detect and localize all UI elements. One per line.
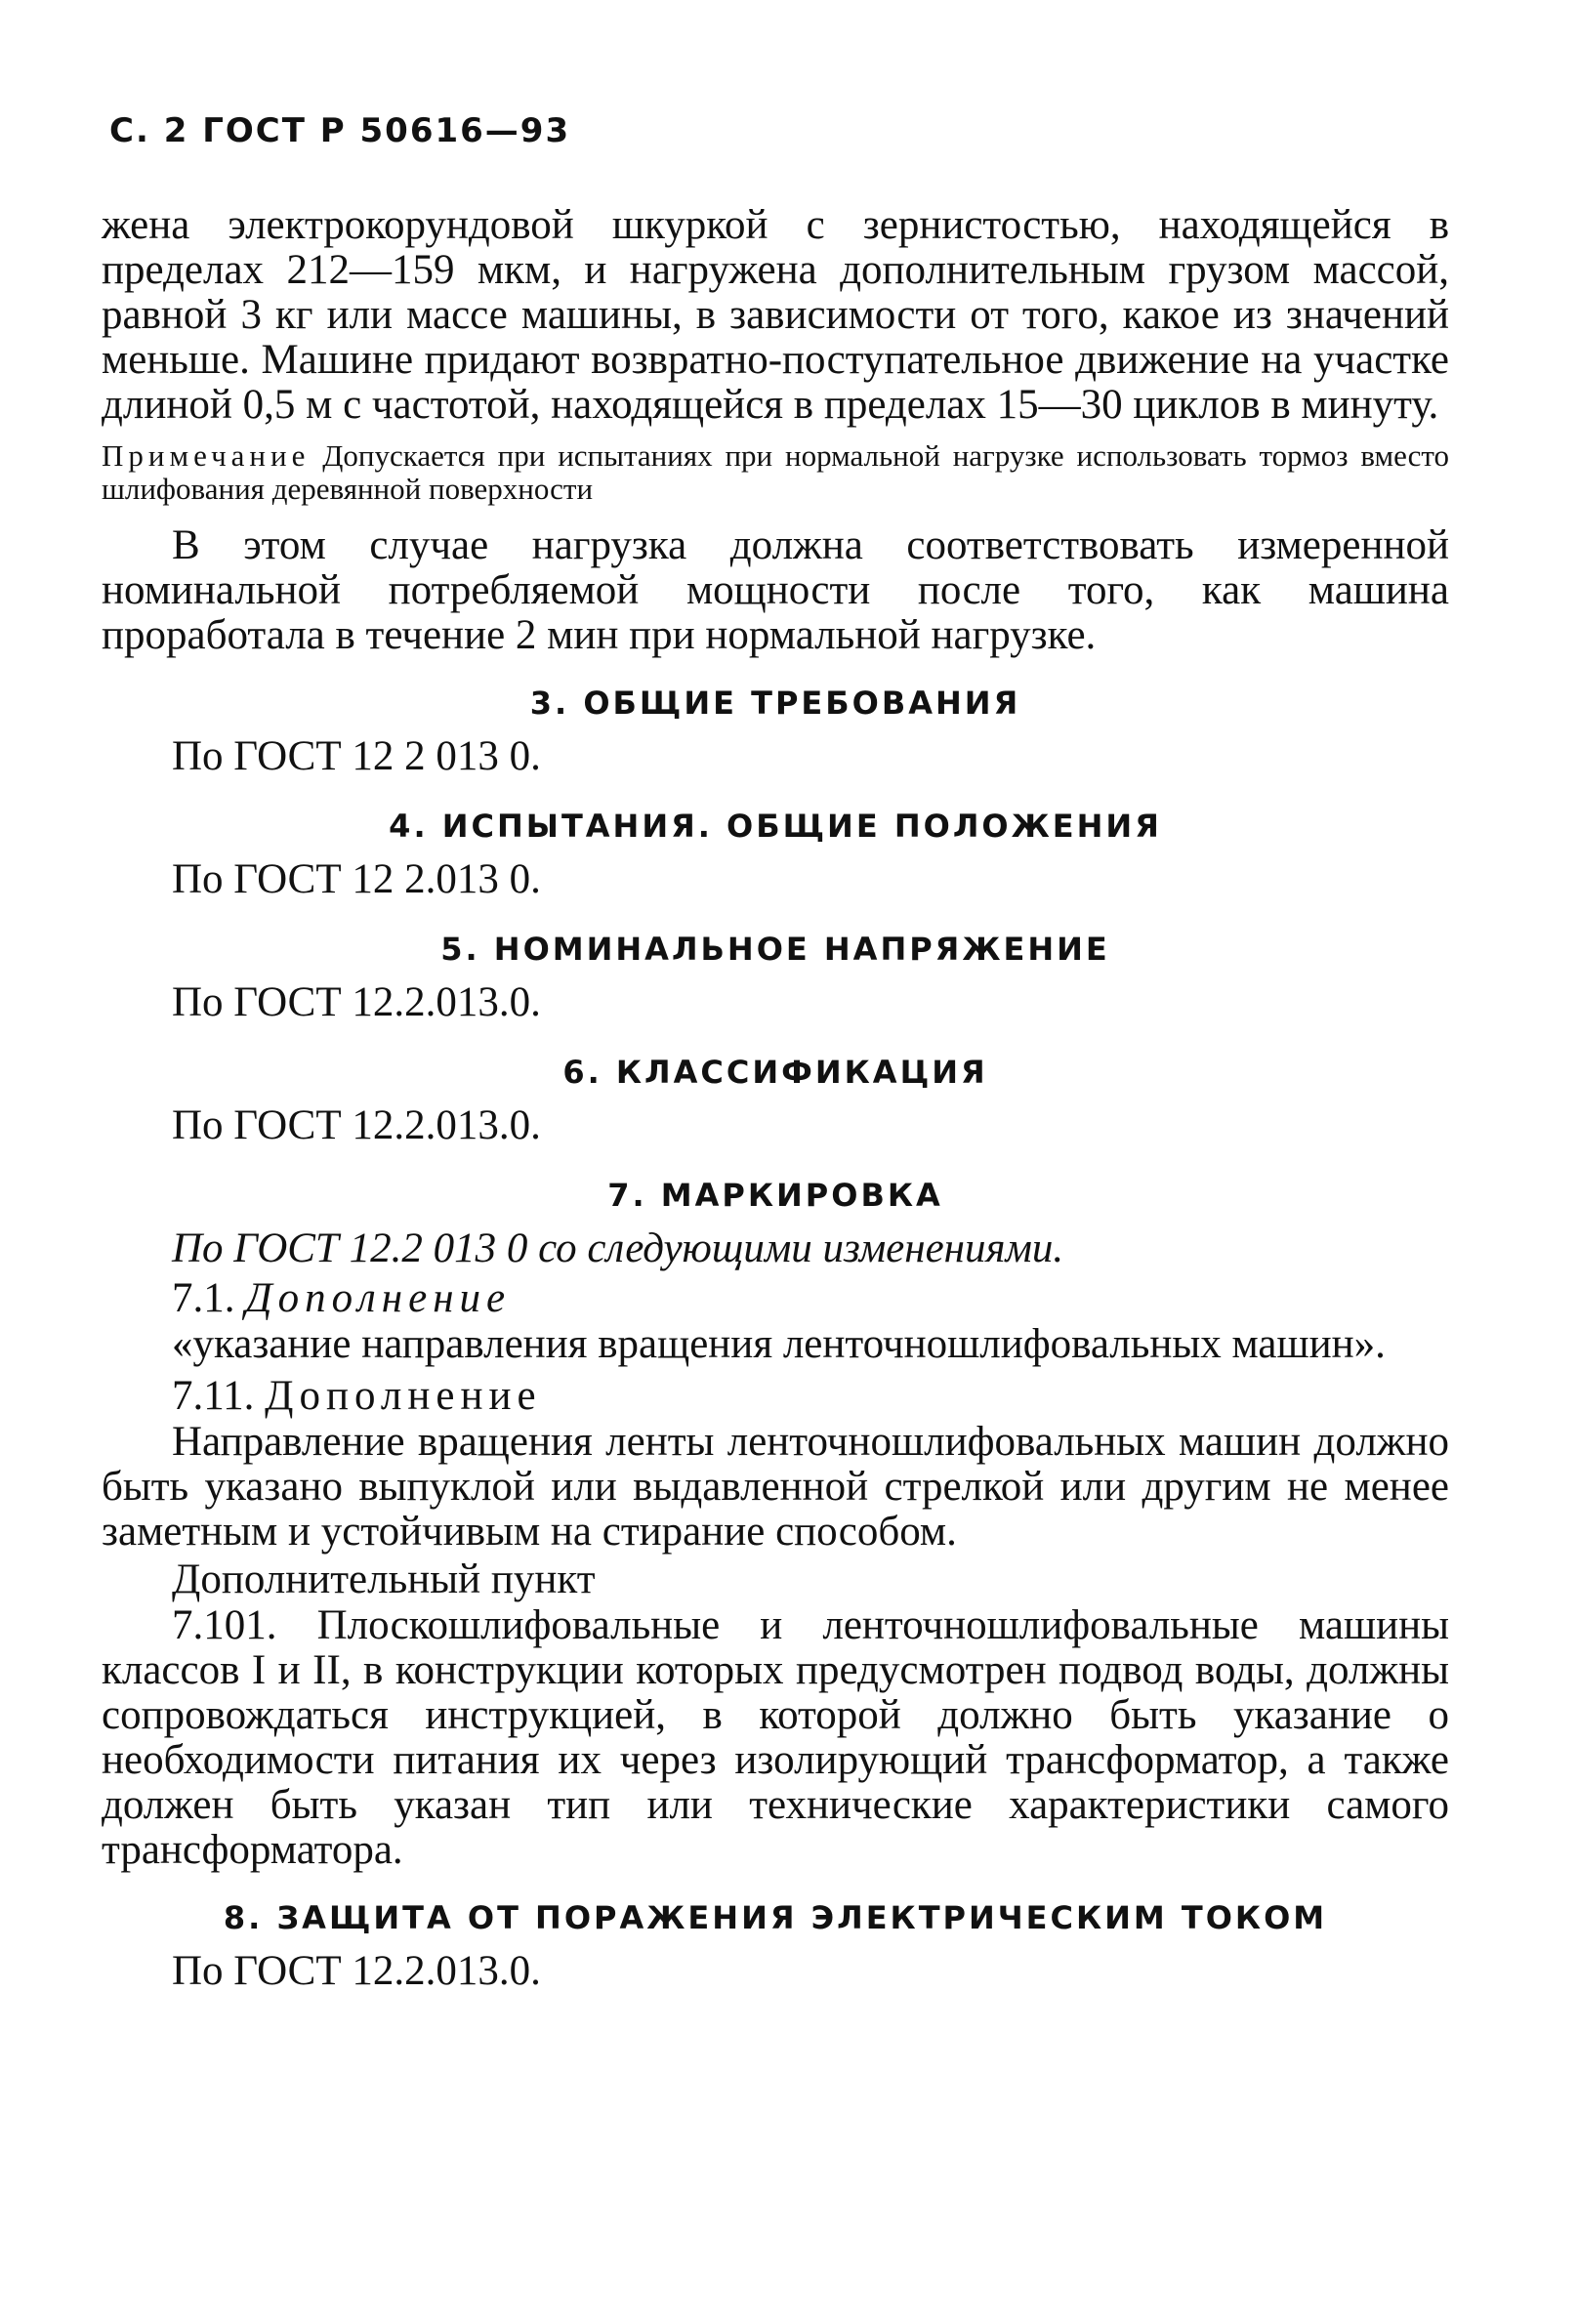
note: [102, 439, 1449, 506]
section-7-title: 7. МАРКИРОВКА: [607, 1177, 943, 1214]
item-7-101-text: 7.101. Плоскошлифовальные и ленточношлифовальные машины классов I и II, в конструкции которых предусмотрен подвод воды, должны сопровождаться инструкцией, в которой должно быть указание о необходимости питания их через изолирующий трансформатор, а также должен быть указан тип или технические характеристики самого трансформатора.: [102, 1602, 1449, 1873]
item-7-11-text: Направление вращения ленты ленточношлифовальных машин должно быть указано выпуклой или выдавленной стрелкой или другим не менее заметным и устойчивым на стирание способом.: [102, 1419, 1449, 1555]
section-6-title: 6. КЛАССИФИКАЦИЯ: [562, 1054, 988, 1091]
load-paragraph: В этом случае нагрузка должна соответствовать измеренной номинальной потребляемой мощности после того, как машина проработала в течение 2 мин при нормальной нагрузке.: [102, 522, 1449, 658]
item-7-11-heading: [172, 1373, 1449, 1420]
intro-paragraph: жена электрокорундовой шкуркой с зернистостью, находящейся в пределах 212—159 мкм, и нагружена дополнительным грузом массой, равной 3 кг или массе машины, в зависимости от того, какое из значений меньше. Машине придают возвратно-поступательное движение на участке длиной 0,5 м с частотой, находящейся в пределах 15—30 циклов в минуту.: [102, 202, 1449, 428]
section-5-ref: По ГОСТ 12.2.013.0.: [172, 979, 541, 1025]
section-7-ref: По ГОСТ 12.2 013 0 со следующими изменениями.: [172, 1225, 1064, 1271]
item-7-11-label: Дополнение: [265, 1373, 542, 1419]
section-8-title: 8. ЗАЩИТА ОТ ПОРАЖЕНИЯ ЭЛЕКТРИЧЕСКИМ ТОКОМ: [223, 1899, 1328, 1936]
section-4: [102, 807, 1449, 904]
item-7-1-heading: [172, 1275, 1449, 1322]
item-7-1-number: 7.1.: [172, 1275, 235, 1321]
section-5: [102, 930, 1449, 1027]
additional-item-label: Дополнительный пункт: [172, 1556, 596, 1602]
page-header: С. 2 ГОСТ Р 50616—93: [109, 111, 571, 150]
note-text: Допускается при испытаниях при нормальной нагрузке использовать тормоз вместо шлифования деревянной поверхности: [102, 438, 1450, 506]
item-7-1-label: Дополнение: [245, 1275, 512, 1321]
section-3: [102, 684, 1449, 781]
section-3-ref: По ГОСТ 12 2 013 0.: [172, 733, 541, 779]
page-content: [102, 203, 1449, 1996]
section-8-ref: По ГОСТ 12.2.013.0.: [172, 1948, 541, 1994]
section-8: [102, 1898, 1449, 1996]
section-6: [102, 1053, 1449, 1150]
item-7-11-number: 7.11.: [172, 1373, 255, 1419]
section-6-ref: По ГОСТ 12.2.013.0.: [172, 1102, 541, 1148]
section-3-title: 3. ОБЩИЕ ТРЕБОВАНИЯ: [529, 685, 1021, 722]
note-label: Примечание: [102, 438, 311, 473]
section-4-ref: По ГОСТ 12 2.013 0.: [172, 856, 541, 902]
item-7-1-text: «указание направления вращения ленточношлифовальных машин».: [172, 1321, 1386, 1367]
section-7: [102, 1176, 1449, 1873]
section-5-title: 5. НОМИНАЛЬНОЕ НАПРЯЖЕНИЕ: [440, 931, 1110, 968]
section-4-title: 4. ИСПЫТАНИЯ. ОБЩИЕ ПОЛОЖЕНИЯ: [389, 808, 1162, 845]
